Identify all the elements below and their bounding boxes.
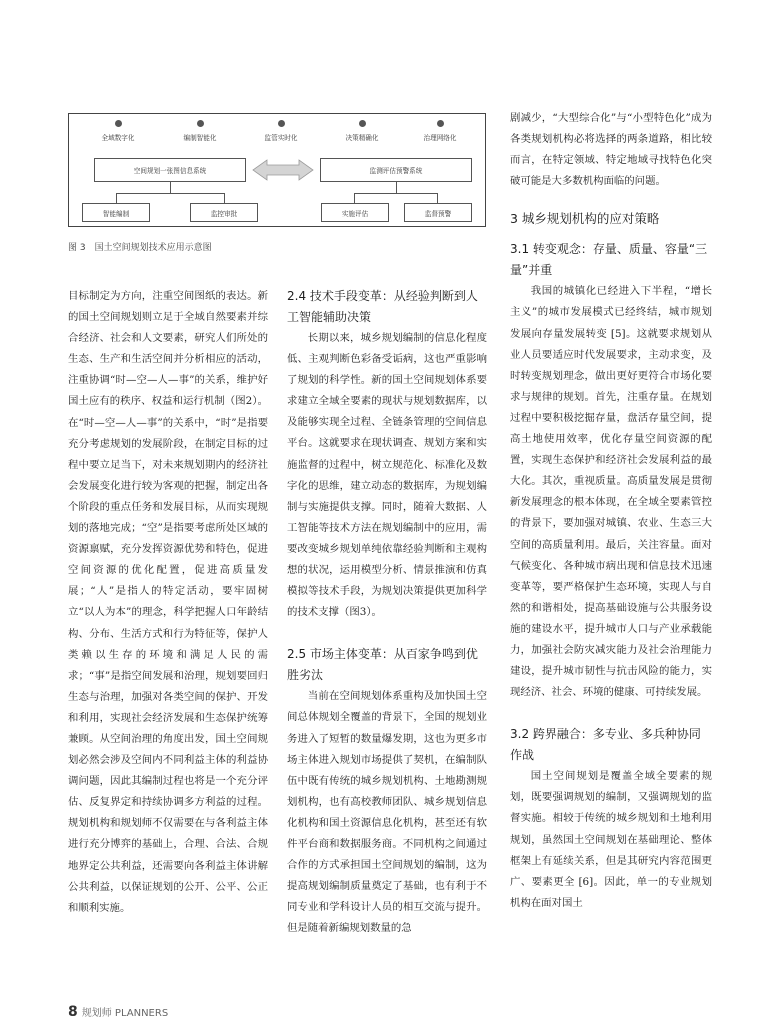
dot-icon	[197, 120, 204, 127]
diagram-label-digitalization: 全域数字化	[101, 134, 135, 142]
box-intelligent-compilation: 智能编制	[82, 203, 150, 222]
section-heading-2-4: 2.4 技术手段变革：从经验判断到人工智能辅助决策	[287, 289, 478, 324]
connector-line	[396, 182, 397, 193]
double-arrow-icon	[251, 158, 315, 182]
connector-line	[170, 182, 171, 193]
diagram-label-intelligent-compilation: 编制智能化	[183, 134, 217, 142]
dot-icon	[437, 120, 444, 127]
paragraph: 长期以来，城乡规划编制的信息化程度低、主观判断色彩备受诟病，这也严重影响了规划的科学性。新的国土空间规划体系要求建立全域全要素的现状与规划数据库，以及能够实现全过程、全链条管理的空间信息平台。这就要求在现状调查、规划方案和实施监督的过程中，树立规范化、标准化及数字化的思维，建立动态的数据库，为规划编制与实施提供支撑。同时，随着大数据、人工智能等技术方法在规划编制中的应用，需要改变城乡规划单纯依靠经验判断和主观构想的状况，运用模型分析、情景推演和仿真模拟等技术手段，为规划决策提供更加科学的技术支撑（图3）。	[287, 332, 487, 619]
page-number: 8	[68, 1004, 78, 1020]
connector-line	[224, 193, 225, 203]
paragraph: 目标制定为方向，注重空间图纸的表达。新的国土空间规划则立足于全域自然要素并综合经济、社会和人文要素，研究人们所处的生态、生产和生活空间并分析相应的活动，注重协调“时—空—人—事”的关系，维护好国土应有的秩序、权益和运行机制（图2）。在“时—空—人—事”的关系中，“时”是指要充分考虑规划的发展阶段，在制定目标的过程中要立足当下，对未来规划期内的经济社会发展变化进行较为客观的把握，制定出各个阶段的重点任务和发展目标，从而实现规划的落地完成；“空”是指要考虑所处区域的资源禀赋，充分发挥资源优势和特色，促进空间资源的优化配置，促进高质量发展；“人”是指人的特定活动，要牢固树立“以人为本”的理念，科学把握人口年龄结构、分布、生活方式和行为特征等，保护人类赖以生存的环境和满足人民的需求；“事”是指空间发展和治理，规划要回归生态与治理，加强对各类空间的保护、开发和利用，实现社会经济发展和生态保护统筹兼顾。从空间治理的角度出发，国土空间规划必然会涉及空间内不同利益主体的利益协调问题，因此其编制过程也将是一个充分评估、反复界定和持续协调多方利益的过程。规划机构和规划师不仅需要在与各利益主体进行充分博弈的基础上，合理、合法、合规地界定公共利益，还需要向各利益主体讲解公共利益，以保证规划的公开、公平、公正和顺利实施。	[68, 290, 268, 914]
column-1	[68, 286, 268, 919]
paragraph: 当前在空间规划体系重构及加快国土空间总体规划全覆盖的背景下，全国的规划业务进入了短暂的数量爆发期，这也为更多市场主体进入规划市场提供了契机，在编制队伍中既有传统的城乡规划机构、土地勘测规划机构，也有高校教师团队、城乡规划信息化机构和国土资源信息化机构，甚至还有软件平台商和数据服务商。不同机构之间通过合作的方式承担国土空间规划的编制，这为提高规划编制质量奠定了基础，也有利于不同专业和学科设计人员的相互交流与提升。但是随着新编规划数量的急	[287, 690, 487, 935]
connector-line	[116, 193, 117, 203]
connector-line	[437, 193, 438, 203]
box-implementation-evaluation: 实施评估	[321, 203, 389, 222]
paragraph: 国土空间规划是覆盖全域全要素的规划，既要强调规划的编制，又强调规划的监督实施。相较于传统的城乡规划和土地利用规划，虽然国土空间规划在基础理论、整体框架上有延续关系，但是其研究内容范围更广、要素更全 [6]。因此，单一的专业规划机构在面对国土	[510, 770, 712, 909]
connector-line	[354, 193, 438, 194]
journal-name: 规划师 PLANNERS	[81, 1008, 169, 1019]
column-2	[287, 286, 487, 939]
section-heading-2-5: 2.5 市场主体变革：从百家争鸣到优胜劣汰	[287, 647, 478, 683]
box-monitoring-approval: 监控审批	[190, 203, 258, 222]
right-system-box: 监测评估预警系统	[320, 158, 472, 182]
dot-icon	[115, 120, 122, 127]
diagram-label-realtime-supervision: 监管实时化	[264, 134, 298, 142]
connector-line	[354, 193, 355, 203]
section-heading-3-1: 3.1 转变观念：存量、质量、容量“三量”并重	[510, 242, 708, 278]
figure-3-diagram	[68, 113, 486, 227]
section-heading-3-2: 3.2 跨界融合：多专业、多兵种协同作战	[510, 727, 701, 763]
figure-caption: 图 3 国土空间规划技术应用示意图	[68, 243, 212, 253]
dot-icon	[359, 120, 366, 127]
paragraph: 剧减少，“大型综合化”与“小型特色化”成为各类规划机构必将选择的两条道路，相比较而言，在特定领域、特定地域寻找特色化突破可能是大多数机构面临的问题。	[510, 112, 712, 188]
connector-line	[116, 193, 225, 194]
column-3	[510, 108, 712, 914]
dot-icon	[278, 120, 285, 127]
diagram-label-precise-decision: 决策精确化	[345, 134, 379, 142]
paragraph: 我国的城镇化已经进入下半程，“增长主义”的城市发展模式已经终结，城市规划发展向存量发展转变 [5]。这就要求规划从业人员要适应时代发展要求，主动求变，及时转变规划理念，做出更好更符合市场化要求与规律的规划。首先，注重存量。在规划过程中要积极挖掘存量，盘活存量空间，提高土地使用效率，优化存量空间资源的配置，实现生态保护和经济社会发展利益的最大化。其次，重视质量。高质量发展是贯彻新发展理念的根本体现，在全域全要素管控的背景下，要加强对城镇、农业、生态三大空间的高质量利用。最后，关注容量。面对气候变化、各种城市病出现和信息技术迅速变革等，要严格保护生态环境，实现人与自然的和谐相处，提高基础设施与公共服务设施的建设水平，提升城市人口与产业承载能力，加强社会防灾减灾能力及社会治理能力建设，提升城市韧性与抗击风险的能力，实现经济、社会、环境的健康、可持续发展。	[510, 285, 712, 699]
section-heading-3: 3 城乡规划机构的应对策略	[510, 211, 660, 227]
left-system-box: 空间规划一张图信息系统	[94, 158, 246, 182]
box-supervision-warning: 监督预警	[404, 203, 472, 222]
diagram-label-networked-governance: 治理网络化	[423, 134, 457, 142]
page-footer	[68, 1004, 168, 1020]
